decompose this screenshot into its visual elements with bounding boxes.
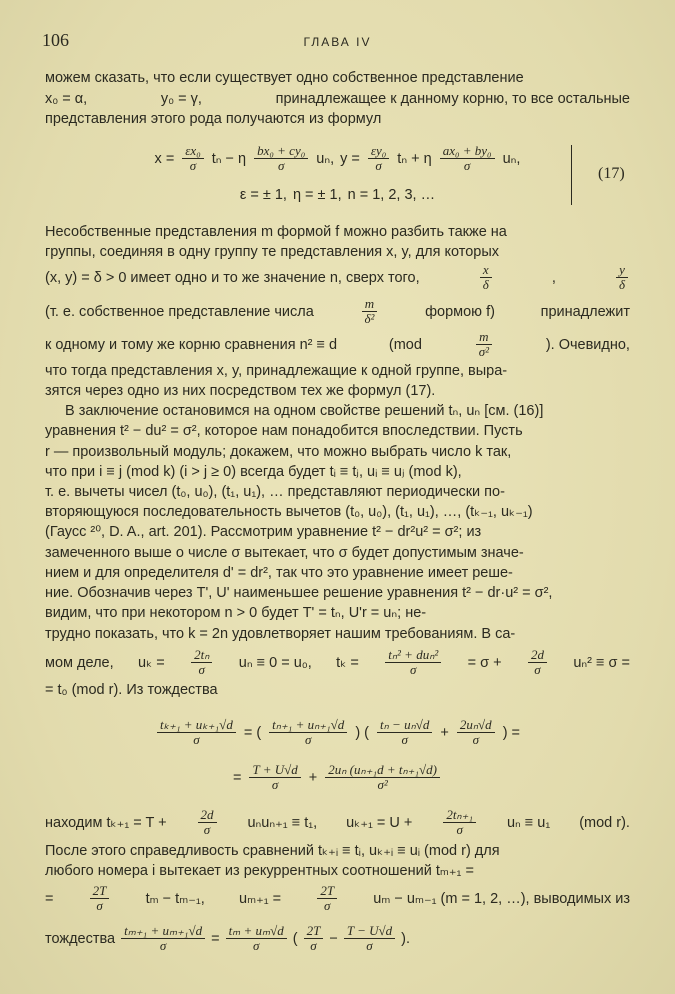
text-line	[45, 523, 630, 541]
text-line	[45, 924, 630, 953]
text-line	[45, 564, 630, 582]
fraction-denominator: σ²	[377, 777, 388, 792]
fraction-numerator: m	[476, 330, 491, 345]
fraction-numerator: εy₀	[368, 144, 389, 159]
fraction-numerator: 2T	[90, 884, 110, 899]
fraction-denominator: σ	[189, 158, 197, 173]
fraction-denominator: σ	[198, 662, 205, 677]
text-line	[45, 681, 630, 699]
text-line	[45, 483, 630, 501]
fraction	[191, 648, 212, 677]
fraction	[198, 808, 217, 837]
text-segment: видим, что при некотором n > 0 будет T' = tₙ, U'r = uₙ; не-	[45, 605, 427, 621]
fraction-denominator: σ	[305, 732, 312, 747]
text-segment: тождества	[45, 930, 116, 947]
fraction	[457, 718, 495, 747]
text-segment: η = ± 1,	[292, 187, 342, 203]
text-segment: uₘ₊₁ =	[239, 890, 282, 907]
text-segment: =	[233, 769, 242, 786]
fraction	[361, 297, 377, 326]
text-line	[45, 362, 630, 380]
fraction-denominator: σ	[159, 938, 167, 953]
text-line	[45, 842, 630, 860]
text-segment: = t₀ (mod r). Из тождества	[45, 682, 218, 698]
fraction-numerator: tₙ₊₁ + uₙ₊₁√d	[269, 718, 347, 733]
text-line	[45, 463, 630, 481]
text-segment: После этого справедливость сравнений tₖ₊ᵢ ≡ tᵢ, uₖ₊ᵢ ≡ uᵢ (mod r) для	[45, 843, 500, 859]
text-line	[45, 110, 630, 128]
fraction-numerator: tₙ² + duₙ²	[385, 648, 441, 663]
fraction-numerator: y	[616, 263, 628, 278]
text-line	[45, 604, 630, 622]
fraction	[344, 924, 395, 953]
text-segment: ε = ± 1,	[239, 187, 287, 203]
text-line	[45, 90, 630, 108]
text-segment: ). Очевидно,	[545, 336, 630, 353]
text-segment: −	[329, 930, 338, 947]
text-segment: (т. е. собственное представление числа	[45, 303, 314, 320]
fraction-numerator: x	[480, 263, 492, 278]
fraction	[480, 263, 492, 292]
fraction	[90, 884, 110, 913]
text-segment: замеченного выше о числе σ вытекает, что σ будет допустимым значе-	[45, 545, 524, 561]
text-segment: ние. Обозначив через T', U' наименьшее решение уравнения t² − dr·u² = σ²,	[45, 585, 553, 601]
fraction-denominator: σ	[534, 662, 541, 677]
equation-number: (17)	[598, 165, 625, 182]
text-segment: +	[308, 769, 318, 786]
text-segment: +	[440, 724, 449, 741]
fraction	[385, 648, 441, 677]
text-segment: uₙ ≡ 0 = u₀,	[238, 654, 312, 671]
fraction-numerator: m	[362, 297, 377, 312]
text-segment: что тогда представления x, y, принадлежащие к одной группе, выра-	[45, 363, 508, 379]
text-segment: x₀ = α,	[45, 91, 88, 107]
fraction-denominator: σ	[96, 898, 103, 913]
fraction-numerator: 2uₙ√d	[457, 718, 495, 733]
text-line	[45, 144, 630, 173]
text-segment: =	[211, 930, 220, 947]
text-segment: y₀ = γ,	[160, 91, 202, 107]
fraction	[476, 330, 492, 359]
fraction-numerator: T + U√d	[249, 763, 300, 778]
fraction	[269, 718, 347, 747]
fraction-denominator: σ	[366, 938, 373, 953]
fraction-numerator: tₘ₊₁ + uₘ₊₁√d	[121, 924, 205, 939]
text-segment: n = 1, 2, 3, …	[347, 187, 436, 203]
text-segment: мом деле,	[45, 654, 114, 671]
text-line	[45, 263, 630, 292]
fraction	[528, 648, 547, 677]
fraction-denominator: σ	[410, 662, 417, 677]
text-line	[45, 443, 630, 461]
text-segment: (mod r).	[579, 814, 630, 831]
text-line	[45, 223, 630, 241]
fraction	[317, 884, 337, 913]
text-segment: y =	[340, 150, 360, 167]
fraction-numerator: 2tₙ	[191, 648, 212, 663]
text-line	[45, 69, 630, 87]
fraction-denominator: σ	[193, 732, 200, 747]
fraction	[368, 144, 389, 173]
text-segment: (Гаусс ²⁰, D. A., art. 201). Рассмотрим уравнение t² − dr²u² = σ²; из	[45, 524, 482, 540]
text-line	[45, 382, 630, 400]
text-segment: представления этого рода получаются из формул	[45, 111, 382, 127]
text-segment: x =	[154, 150, 175, 167]
page-number: 106	[42, 30, 69, 50]
fraction-denominator: δ²	[364, 311, 375, 326]
fraction-denominator: σ	[456, 822, 463, 837]
text-segment: уравнения t² − du² = σ², которое нам понадобится впоследствии. Пусть	[45, 423, 523, 439]
fraction-denominator: σ²	[478, 344, 490, 359]
text-segment: В заключение остановимся на одном свойстве решений tₙ, uₙ [см. (16)]	[65, 403, 544, 419]
text-line	[45, 763, 630, 792]
text-segment: Несобственные представления m формой f можно разбить также на	[45, 224, 507, 240]
text-segment: uₙ,	[316, 150, 335, 167]
text-line	[45, 648, 630, 677]
fraction-numerator: 2T	[304, 924, 324, 939]
fraction-numerator: 2tₙ₊₁	[443, 808, 476, 823]
text-segment: tₙ + η	[397, 150, 432, 167]
text-segment: uₙ,	[502, 150, 521, 167]
fraction-denominator: σ	[401, 732, 408, 747]
text-segment: ,	[551, 269, 556, 286]
text-segment: = (	[243, 724, 262, 741]
text-line	[45, 584, 630, 602]
fraction	[443, 808, 476, 837]
fraction-numerator: 2T	[317, 884, 337, 899]
fraction-denominator: σ	[310, 938, 317, 953]
fraction	[121, 924, 205, 953]
fraction	[377, 718, 432, 747]
text-line	[45, 718, 630, 747]
text-segment: что при i ≡ j (mod k) (i > j ≥ 0) всегда будет tᵢ ≡ tⱼ, uᵢ ≡ uⱼ (mod k),	[45, 464, 462, 480]
fraction	[182, 144, 203, 173]
text-segment: трудно показать, что k = 2n удовлетворяет нашим требованиям. В са-	[45, 626, 516, 642]
text-segment: формою f)	[425, 303, 495, 320]
fraction	[616, 263, 628, 292]
fraction-numerator: bx₀ + cy₀	[254, 144, 308, 159]
fraction-denominator: δ	[482, 277, 489, 292]
fraction-numerator: tₖ₊₁ + uₖ₊₁√d	[157, 718, 236, 733]
text-segment: r — произвольный модуль; докажем, что можно выбрать число k так,	[45, 444, 512, 460]
text-segment: можем сказать, что если существует одно собственное представление	[45, 70, 524, 86]
fraction-denominator: σ	[472, 732, 479, 747]
text-segment: принадлежит	[540, 303, 630, 320]
fraction-denominator: σ	[252, 938, 260, 953]
text-segment: = σ +	[467, 654, 502, 671]
fraction-numerator: ax₀ + by₀	[440, 144, 495, 159]
text-line	[45, 297, 630, 326]
text-segment: tₘ − tₘ₋₁,	[145, 890, 205, 907]
text-segment: uₖ =	[138, 654, 165, 671]
fraction-denominator: σ	[271, 777, 279, 792]
fraction-denominator: σ	[203, 822, 211, 837]
fraction-numerator: tₘ + uₘ√d	[226, 924, 287, 939]
text-segment: uₙ² ≡ σ =	[573, 654, 630, 671]
text-segment: uₙ ≡ u₁	[506, 814, 551, 831]
text-segment: т. е. вычеты чисел (t₀, u₀), (t₁, u₁), … представляют периодически по-	[45, 484, 505, 500]
text-segment: tₖ =	[336, 654, 359, 671]
fraction-numerator: tₙ − uₙ√d	[377, 718, 432, 733]
fraction-denominator: δ	[618, 277, 625, 292]
text-line	[45, 243, 630, 261]
text-segment: (mod	[388, 336, 422, 353]
text-line	[45, 503, 630, 521]
chapter-title: ГЛАВА IV	[303, 35, 372, 49]
fraction	[226, 924, 287, 953]
text-segment: (	[292, 930, 298, 947]
fraction-numerator: 2d	[528, 648, 547, 663]
text-line	[45, 402, 630, 420]
text-segment: ).	[401, 930, 410, 947]
text-segment: находим tₖ₊₁ = T +	[45, 814, 167, 831]
text-line	[45, 544, 630, 562]
text-segment: к одному и тому же корню сравнения n² ≡ d	[45, 336, 338, 353]
text-line	[45, 186, 630, 204]
fraction-denominator: σ	[375, 158, 382, 173]
fraction-denominator: σ	[277, 158, 285, 173]
text-line	[45, 862, 630, 880]
fraction-denominator: σ	[463, 158, 471, 173]
text-line	[45, 422, 630, 440]
text-segment: (x, y) = δ > 0 имеет одно и то же значение n, сверх того,	[45, 269, 420, 286]
fraction	[157, 718, 236, 747]
fraction-numerator: εx₀	[182, 144, 203, 159]
fraction	[249, 763, 300, 792]
fraction-numerator: 2d	[198, 808, 217, 823]
text-segment: ) =	[502, 724, 521, 741]
text-segment: группы, соединяя в одну группу те представления x, y, для которых	[45, 244, 500, 260]
text-segment: принадлежащее к данному корню, то все остальные	[275, 91, 630, 107]
text-segment: uₖ₊₁ = U +	[346, 814, 413, 831]
text-segment: нием и для определителя d' = dr², так что это уравнение имеет реше-	[45, 565, 513, 581]
text-segment: tₙ − η	[211, 150, 247, 167]
text-segment: любого номера i вытекает из рекуррентных соотношений tₘ₊₁ =	[45, 863, 474, 879]
text-segment: uₙuₙ₊₁ ≡ t₁,	[247, 814, 318, 831]
fraction-numerator: T − U√d	[344, 924, 395, 939]
text-segment: вторяющуюся последовательность вычетов (t₀, u₀), (t₁, u₁), …, (tₖ₋₁, uₖ₋₁)	[45, 504, 533, 520]
text-segment: uₘ − uₘ₋₁ (m = 1, 2, …), выводимых из	[373, 890, 630, 907]
fraction-numerator: 2uₙ (uₙ₊₁d + tₙ₊₁√d)	[325, 763, 440, 778]
text-line	[45, 884, 630, 913]
text-segment: =	[45, 890, 54, 907]
fraction	[304, 924, 324, 953]
text-line	[45, 625, 630, 643]
fraction	[254, 144, 308, 173]
text-segment: ) (	[355, 724, 369, 741]
fraction	[440, 144, 495, 173]
text-segment: зятся через одно из них посредством тех же формул (17).	[45, 383, 436, 399]
fraction	[325, 763, 440, 792]
text-line	[45, 808, 630, 837]
fraction-denominator: σ	[323, 898, 331, 913]
text-line	[45, 330, 630, 359]
